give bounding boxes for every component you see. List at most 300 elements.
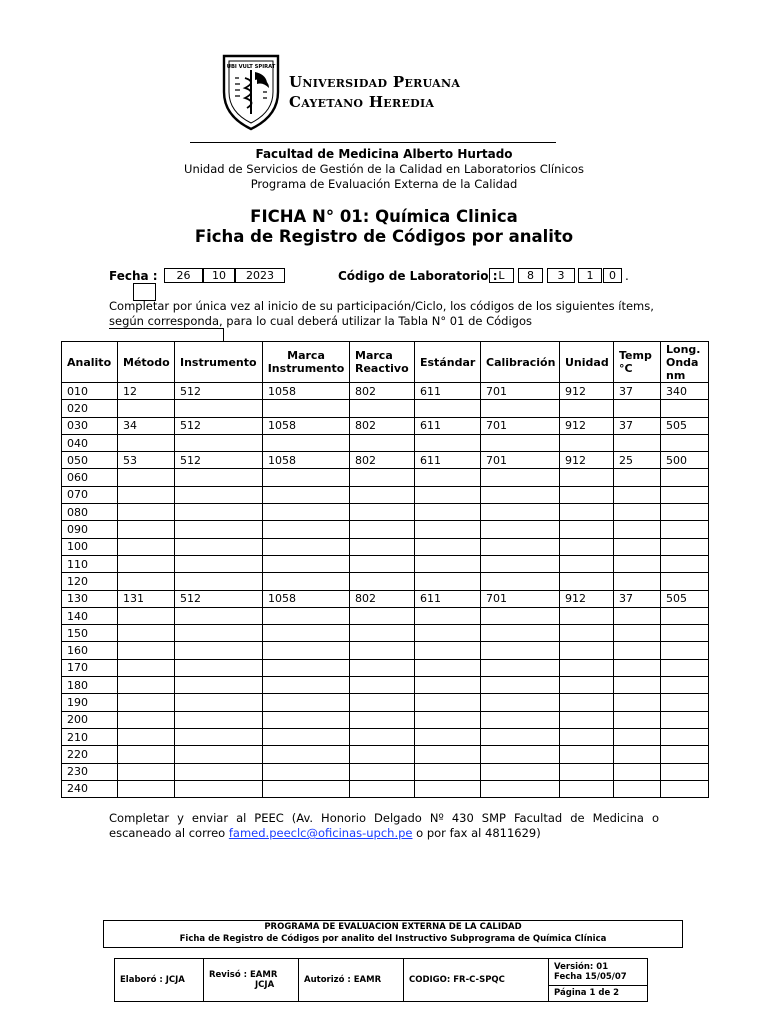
codigo-lab-char-2[interactable]: 8 <box>518 268 543 283</box>
cell-calibracion[interactable] <box>481 642 560 659</box>
table-row <box>62 400 709 417</box>
cell-unidad[interactable] <box>560 728 614 745</box>
cell-marca-reactivo[interactable] <box>350 400 415 417</box>
cell-marca-reactivo[interactable] <box>350 625 415 642</box>
cell-analito: 070 <box>62 486 118 503</box>
cell-unidad[interactable] <box>560 555 614 572</box>
unit-name: Unidad de Servicios de Gestión de la Calidad en Laboratorios Clínicos <box>184 162 584 176</box>
cell-unidad[interactable] <box>560 521 614 538</box>
cell-long-onda[interactable] <box>661 625 709 642</box>
cell-calibracion[interactable] <box>481 780 560 797</box>
cell-marca-reactivo[interactable]: 802 <box>350 590 415 607</box>
cell-marca-instrumento[interactable]: 1058 <box>263 383 350 400</box>
cell-marca-instrumento[interactable] <box>263 400 350 417</box>
cell-estandar[interactable]: 611 <box>415 383 481 400</box>
university-name-line2: Cayetano Heredia <box>289 93 435 111</box>
cell-instrumento[interactable] <box>175 694 263 711</box>
cell-estandar[interactable] <box>415 642 481 659</box>
cell-unidad[interactable] <box>560 677 614 694</box>
cell-analito: 140 <box>62 607 118 624</box>
table-header-row <box>62 342 709 383</box>
cell-temp[interactable] <box>614 659 661 676</box>
cell-marca-instrumento[interactable] <box>263 625 350 642</box>
cell-calibracion[interactable] <box>481 400 560 417</box>
cell-unidad[interactable] <box>560 625 614 642</box>
instructions-text: Completar por única vez al inicio de su participación/Ciclo, los códigos de los siguientes ítems, según corresponda, para lo cual deberá utilizar la Tabla N° 01 de Códigos <box>109 299 654 328</box>
cell-marca-reactivo[interactable] <box>350 694 415 711</box>
cell-marca-reactivo[interactable] <box>350 780 415 797</box>
cell-marca-instrumento[interactable]: 1058 <box>263 590 350 607</box>
cell-temp[interactable] <box>614 780 661 797</box>
cell-marca-instrumento[interactable] <box>263 573 350 590</box>
cell-long-onda[interactable] <box>661 434 709 451</box>
cell-metodo[interactable] <box>118 486 175 503</box>
col-header-marca-reactivo: Marca Reactivo <box>350 342 415 383</box>
col-header-analito: Analito <box>62 342 118 383</box>
cell-marca-reactivo[interactable] <box>350 728 415 745</box>
cell-temp[interactable]: 37 <box>614 383 661 400</box>
cell-long-onda[interactable] <box>661 642 709 659</box>
col-header-estandar: Estándar <box>415 342 481 383</box>
cell-unidad[interactable] <box>560 504 614 521</box>
cell-marca-reactivo[interactable] <box>350 538 415 555</box>
cell-unidad[interactable] <box>560 642 614 659</box>
cell-calibracion[interactable] <box>481 625 560 642</box>
cell-analito: 100 <box>62 538 118 555</box>
cell-analito: 220 <box>62 746 118 763</box>
cell-metodo[interactable] <box>118 677 175 694</box>
cell-instrumento[interactable] <box>175 469 263 486</box>
cell-long-onda[interactable] <box>661 677 709 694</box>
cell-temp[interactable] <box>614 400 661 417</box>
cell-instrumento[interactable] <box>175 711 263 728</box>
cell-long-onda[interactable]: 340 <box>661 383 709 400</box>
analyte-codes-table <box>61 341 709 798</box>
cell-instrumento[interactable] <box>175 642 263 659</box>
table-row <box>62 469 709 486</box>
cell-calibracion[interactable] <box>481 555 560 572</box>
cell-temp[interactable] <box>614 538 661 555</box>
cell-calibracion[interactable] <box>481 763 560 780</box>
table-row <box>62 573 709 590</box>
cell-long-onda[interactable] <box>661 607 709 624</box>
cell-marca-reactivo[interactable] <box>350 746 415 763</box>
cell-calibracion[interactable]: 701 <box>481 590 560 607</box>
cell-instrumento[interactable] <box>175 400 263 417</box>
cell-unidad[interactable]: 912 <box>560 590 614 607</box>
program-box-line2: Ficha de Registro de Códigos por analito del Instructivo Subprograma de Química Clínica <box>179 934 607 944</box>
cell-calibracion[interactable] <box>481 711 560 728</box>
cell-unidad[interactable] <box>560 400 614 417</box>
col-header-calibracion: Calibración <box>481 342 560 383</box>
cell-unidad[interactable] <box>560 573 614 590</box>
table-row <box>62 607 709 624</box>
cell-marca-instrumento[interactable] <box>263 746 350 763</box>
cell-calibracion[interactable] <box>481 746 560 763</box>
cell-estandar[interactable] <box>415 625 481 642</box>
cell-marca-reactivo[interactable] <box>350 434 415 451</box>
codigo-lab-end: . <box>625 269 629 283</box>
title-line1: FICHA N° 01: Química Clinica <box>250 207 518 226</box>
cell-analito: 040 <box>62 434 118 451</box>
cell-analito: 190 <box>62 694 118 711</box>
cell-estandar[interactable]: 611 <box>415 452 481 469</box>
cell-instrumento[interactable]: 512 <box>175 452 263 469</box>
cell-metodo[interactable] <box>118 521 175 538</box>
cell-long-onda[interactable] <box>661 486 709 503</box>
cell-metodo[interactable]: 34 <box>118 417 175 434</box>
cell-metodo[interactable] <box>118 538 175 555</box>
cell-instrumento[interactable] <box>175 521 263 538</box>
cell-calibracion[interactable] <box>481 728 560 745</box>
cell-estandar[interactable] <box>415 659 481 676</box>
col-header-marca-instrumento: Marca Instrumento <box>263 342 350 383</box>
cell-unidad[interactable]: 912 <box>560 383 614 400</box>
cell-analito: 210 <box>62 728 118 745</box>
cell-marca-instrumento[interactable] <box>263 486 350 503</box>
cell-estandar[interactable] <box>415 521 481 538</box>
cell-estandar[interactable]: 611 <box>415 417 481 434</box>
cell-long-onda[interactable] <box>661 728 709 745</box>
cell-analito: 130 <box>62 590 118 607</box>
table-row <box>62 452 709 469</box>
cell-long-onda[interactable] <box>661 780 709 797</box>
cell-marca-instrumento[interactable] <box>263 763 350 780</box>
reviso-line2: JCJA <box>255 980 275 990</box>
cell-instrumento[interactable] <box>175 677 263 694</box>
cell-temp[interactable] <box>614 434 661 451</box>
cell-marca-reactivo[interactable] <box>350 763 415 780</box>
cell-instrumento[interactable] <box>175 763 263 780</box>
col-header-unidad: Unidad <box>560 342 614 383</box>
codigo-lab-char-1[interactable]: L <box>489 268 514 283</box>
cell-estandar[interactable] <box>415 573 481 590</box>
cell-estandar[interactable] <box>415 711 481 728</box>
cell-calibracion[interactable] <box>481 469 560 486</box>
reviso-cell <box>204 959 299 1002</box>
cell-unidad[interactable] <box>560 780 614 797</box>
version-cell <box>549 959 648 986</box>
cell-marca-instrumento[interactable] <box>263 538 350 555</box>
cell-marca-reactivo[interactable] <box>350 642 415 659</box>
cell-unidad[interactable] <box>560 469 614 486</box>
cell-calibracion[interactable]: 701 <box>481 452 560 469</box>
cell-marca-instrumento[interactable] <box>263 521 350 538</box>
fecha-year-field[interactable]: 2023 <box>235 268 285 283</box>
table-row <box>62 642 709 659</box>
cell-estandar[interactable] <box>415 677 481 694</box>
col-header-long-onda: Long. Onda nm <box>661 342 709 383</box>
cell-metodo[interactable] <box>118 659 175 676</box>
cell-estandar[interactable] <box>415 607 481 624</box>
cell-temp[interactable] <box>614 677 661 694</box>
cell-unidad[interactable] <box>560 434 614 451</box>
cell-long-onda[interactable] <box>661 469 709 486</box>
table-row <box>62 728 709 745</box>
cell-marca-instrumento[interactable] <box>263 555 350 572</box>
cell-long-onda[interactable]: 505 <box>661 417 709 434</box>
cell-marca-instrumento[interactable]: 1058 <box>263 417 350 434</box>
cell-marca-reactivo[interactable]: 802 <box>350 452 415 469</box>
cell-metodo[interactable]: 12 <box>118 383 175 400</box>
codigo-cell: CODIGO: FR-C-SPQC <box>404 959 549 1002</box>
cell-instrumento[interactable]: 512 <box>175 383 263 400</box>
cell-marca-reactivo[interactable] <box>350 521 415 538</box>
cell-instrumento[interactable] <box>175 625 263 642</box>
cell-metodo[interactable] <box>118 434 175 451</box>
cell-unidad[interactable] <box>560 711 614 728</box>
cell-marca-instrumento[interactable] <box>263 677 350 694</box>
cell-calibracion[interactable] <box>481 573 560 590</box>
table-row <box>62 486 709 503</box>
fecha-day-field[interactable]: 26 <box>164 268 203 283</box>
cell-estandar[interactable] <box>415 728 481 745</box>
cell-marca-reactivo[interactable]: 802 <box>350 383 415 400</box>
cell-temp[interactable] <box>614 642 661 659</box>
col-header-metodo: Método <box>118 342 175 383</box>
col-header-instrumento: Instrumento <box>175 342 263 383</box>
cell-metodo[interactable] <box>118 625 175 642</box>
cell-marca-reactivo[interactable] <box>350 607 415 624</box>
cell-long-onda[interactable] <box>661 504 709 521</box>
table-row <box>62 434 709 451</box>
codigo-lab-char-3[interactable]: 3 <box>547 268 575 283</box>
cell-metodo[interactable] <box>118 555 175 572</box>
table-row <box>62 555 709 572</box>
cell-instrumento[interactable] <box>175 573 263 590</box>
cell-estandar[interactable] <box>415 763 481 780</box>
cell-metodo[interactable]: 131 <box>118 590 175 607</box>
university-name-line1: Universidad Peruana <box>289 73 461 91</box>
cell-metodo[interactable] <box>118 469 175 486</box>
cell-estandar[interactable] <box>415 469 481 486</box>
cell-long-onda[interactable]: 505 <box>661 590 709 607</box>
program-box-line1: PROGRAMA DE EVALUACION EXTERNA DE LA CALIDAD <box>264 922 522 932</box>
cell-long-onda[interactable] <box>661 538 709 555</box>
signature-table <box>114 958 648 1002</box>
cell-analito: 010 <box>62 383 118 400</box>
cell-estandar[interactable] <box>415 486 481 503</box>
cell-marca-instrumento[interactable] <box>263 642 350 659</box>
table-row <box>62 590 709 607</box>
cell-metodo[interactable] <box>118 504 175 521</box>
cell-temp[interactable] <box>614 607 661 624</box>
cell-calibracion[interactable]: 701 <box>481 383 560 400</box>
cell-instrumento[interactable] <box>175 780 263 797</box>
cell-instrumento[interactable] <box>175 486 263 503</box>
table-row <box>62 659 709 676</box>
cell-marca-reactivo[interactable] <box>350 486 415 503</box>
table-row <box>62 711 709 728</box>
document-title <box>0 207 768 247</box>
university-logo <box>221 52 281 132</box>
cell-temp[interactable] <box>614 504 661 521</box>
page-number-cell: Página 1 de 2 <box>549 985 648 1001</box>
logo-motto: UBI VULT SPIRAT <box>226 64 276 70</box>
table-row <box>62 504 709 521</box>
cell-unidad[interactable]: 912 <box>560 452 614 469</box>
version-text: Versión: 01 <box>554 961 609 972</box>
cell-analito: 030 <box>62 417 118 434</box>
cell-instrumento[interactable] <box>175 555 263 572</box>
cell-metodo[interactable] <box>118 728 175 745</box>
cell-marca-reactivo[interactable] <box>350 555 415 572</box>
cell-long-onda[interactable] <box>661 763 709 780</box>
cell-instrumento[interactable] <box>175 504 263 521</box>
cell-instrumento[interactable] <box>175 434 263 451</box>
cell-marca-instrumento[interactable] <box>263 469 350 486</box>
cell-metodo[interactable] <box>118 763 175 780</box>
codigo-lab-label: Código de Laboratorio : <box>338 269 498 283</box>
cell-analito: 110 <box>62 555 118 572</box>
cell-long-onda[interactable] <box>661 711 709 728</box>
cell-metodo[interactable] <box>118 400 175 417</box>
footer-instructions <box>109 811 659 841</box>
cell-instrumento[interactable] <box>175 538 263 555</box>
cell-calibracion[interactable] <box>481 694 560 711</box>
cell-analito: 120 <box>62 573 118 590</box>
cell-marca-reactivo[interactable] <box>350 677 415 694</box>
cell-marca-reactivo[interactable] <box>350 469 415 486</box>
faculty-block <box>0 147 768 192</box>
cell-estandar[interactable] <box>415 555 481 572</box>
cell-estandar[interactable] <box>415 434 481 451</box>
cell-temp[interactable] <box>614 625 661 642</box>
cell-marca-instrumento[interactable] <box>263 434 350 451</box>
cell-calibracion[interactable] <box>481 434 560 451</box>
elaboro-cell: Elaboró : JCJA <box>115 959 204 1002</box>
cell-instrumento[interactable] <box>175 659 263 676</box>
col-header-temp: Temp °C <box>614 342 661 383</box>
cell-long-onda[interactable] <box>661 746 709 763</box>
cell-unidad[interactable]: 912 <box>560 417 614 434</box>
table-row <box>62 521 709 538</box>
cell-analito: 020 <box>62 400 118 417</box>
cell-unidad[interactable] <box>560 746 614 763</box>
table-row <box>62 417 709 434</box>
cell-marca-reactivo[interactable] <box>350 573 415 590</box>
cell-long-onda[interactable] <box>661 694 709 711</box>
cell-estandar[interactable] <box>415 780 481 797</box>
cell-temp[interactable] <box>614 746 661 763</box>
codigo-lab-char-4[interactable]: 1 <box>578 268 602 283</box>
cell-analito: 170 <box>62 659 118 676</box>
cell-instrumento[interactable]: 512 <box>175 417 263 434</box>
table-body <box>62 383 709 798</box>
cell-long-onda[interactable] <box>661 400 709 417</box>
cell-unidad[interactable] <box>560 659 614 676</box>
cell-marca-reactivo[interactable]: 802 <box>350 417 415 434</box>
email-link[interactable]: famed.peeclc@oficinas-upch.pe <box>228 826 413 840</box>
title-line2: Ficha de Registro de Códigos por analito <box>194 227 574 246</box>
cell-marca-instrumento[interactable] <box>263 780 350 797</box>
cell-temp[interactable] <box>614 555 661 572</box>
cell-temp[interactable]: 37 <box>614 417 661 434</box>
cell-marca-instrumento[interactable] <box>263 694 350 711</box>
cell-estandar[interactable]: 611 <box>415 590 481 607</box>
cell-instrumento[interactable] <box>175 607 263 624</box>
cell-analito: 160 <box>62 642 118 659</box>
cell-long-onda[interactable] <box>661 573 709 590</box>
cell-instrumento[interactable] <box>175 728 263 745</box>
cell-marca-instrumento[interactable] <box>263 659 350 676</box>
cell-calibracion[interactable] <box>481 521 560 538</box>
cell-instrumento[interactable] <box>175 746 263 763</box>
cell-marca-instrumento[interactable] <box>263 711 350 728</box>
cell-estandar[interactable] <box>415 400 481 417</box>
cell-long-onda[interactable] <box>661 659 709 676</box>
cell-metodo[interactable] <box>118 746 175 763</box>
fecha-label: Fecha : <box>109 269 158 283</box>
cell-metodo[interactable] <box>118 642 175 659</box>
fecha-month-field[interactable]: 10 <box>203 268 235 283</box>
cell-estandar[interactable] <box>415 504 481 521</box>
cell-calibracion[interactable] <box>481 607 560 624</box>
version-date: Fecha 15/05/07 <box>554 971 627 982</box>
cell-calibracion[interactable] <box>481 504 560 521</box>
cell-long-onda[interactable] <box>661 521 709 538</box>
cell-temp[interactable] <box>614 486 661 503</box>
cell-estandar[interactable] <box>415 538 481 555</box>
cell-marca-instrumento[interactable] <box>263 504 350 521</box>
cell-long-onda[interactable] <box>661 555 709 572</box>
cell-analito: 240 <box>62 780 118 797</box>
cell-unidad[interactable] <box>560 694 614 711</box>
cell-temp[interactable]: 25 <box>614 452 661 469</box>
cell-analito: 200 <box>62 711 118 728</box>
cell-estandar[interactable] <box>415 694 481 711</box>
cell-metodo[interactable] <box>118 607 175 624</box>
cell-marca-instrumento[interactable] <box>263 607 350 624</box>
cell-marca-reactivo[interactable] <box>350 711 415 728</box>
codigo-lab-char-5[interactable]: 0 <box>603 268 622 283</box>
cell-calibracion[interactable] <box>481 486 560 503</box>
table-row <box>62 677 709 694</box>
cell-metodo[interactable]: 53 <box>118 452 175 469</box>
cell-instrumento[interactable]: 512 <box>175 590 263 607</box>
cell-unidad[interactable] <box>560 607 614 624</box>
cell-unidad[interactable] <box>560 486 614 503</box>
cell-temp[interactable] <box>614 469 661 486</box>
cell-calibracion[interactable] <box>481 677 560 694</box>
cell-marca-reactivo[interactable] <box>350 659 415 676</box>
cell-unidad[interactable] <box>560 538 614 555</box>
cell-marca-reactivo[interactable] <box>350 504 415 521</box>
cell-metodo[interactable] <box>118 573 175 590</box>
cell-metodo[interactable] <box>118 711 175 728</box>
cell-calibracion[interactable] <box>481 659 560 676</box>
cell-calibracion[interactable]: 701 <box>481 417 560 434</box>
cell-long-onda[interactable]: 500 <box>661 452 709 469</box>
cell-marca-instrumento[interactable]: 1058 <box>263 452 350 469</box>
cell-metodo[interactable] <box>118 780 175 797</box>
cell-temp[interactable] <box>614 711 661 728</box>
cell-unidad[interactable] <box>560 763 614 780</box>
cell-temp[interactable] <box>614 763 661 780</box>
cell-temp[interactable]: 37 <box>614 590 661 607</box>
cell-temp[interactable] <box>614 728 661 745</box>
cell-analito: 230 <box>62 763 118 780</box>
cell-marca-instrumento[interactable] <box>263 728 350 745</box>
cell-calibracion[interactable] <box>481 538 560 555</box>
cell-estandar[interactable] <box>415 746 481 763</box>
cell-temp[interactable] <box>614 521 661 538</box>
cell-temp[interactable] <box>614 573 661 590</box>
cell-temp[interactable] <box>614 694 661 711</box>
faculty-name: Facultad de Medicina Alberto Hurtado <box>255 147 513 161</box>
table-row <box>62 780 709 797</box>
cell-metodo[interactable] <box>118 694 175 711</box>
